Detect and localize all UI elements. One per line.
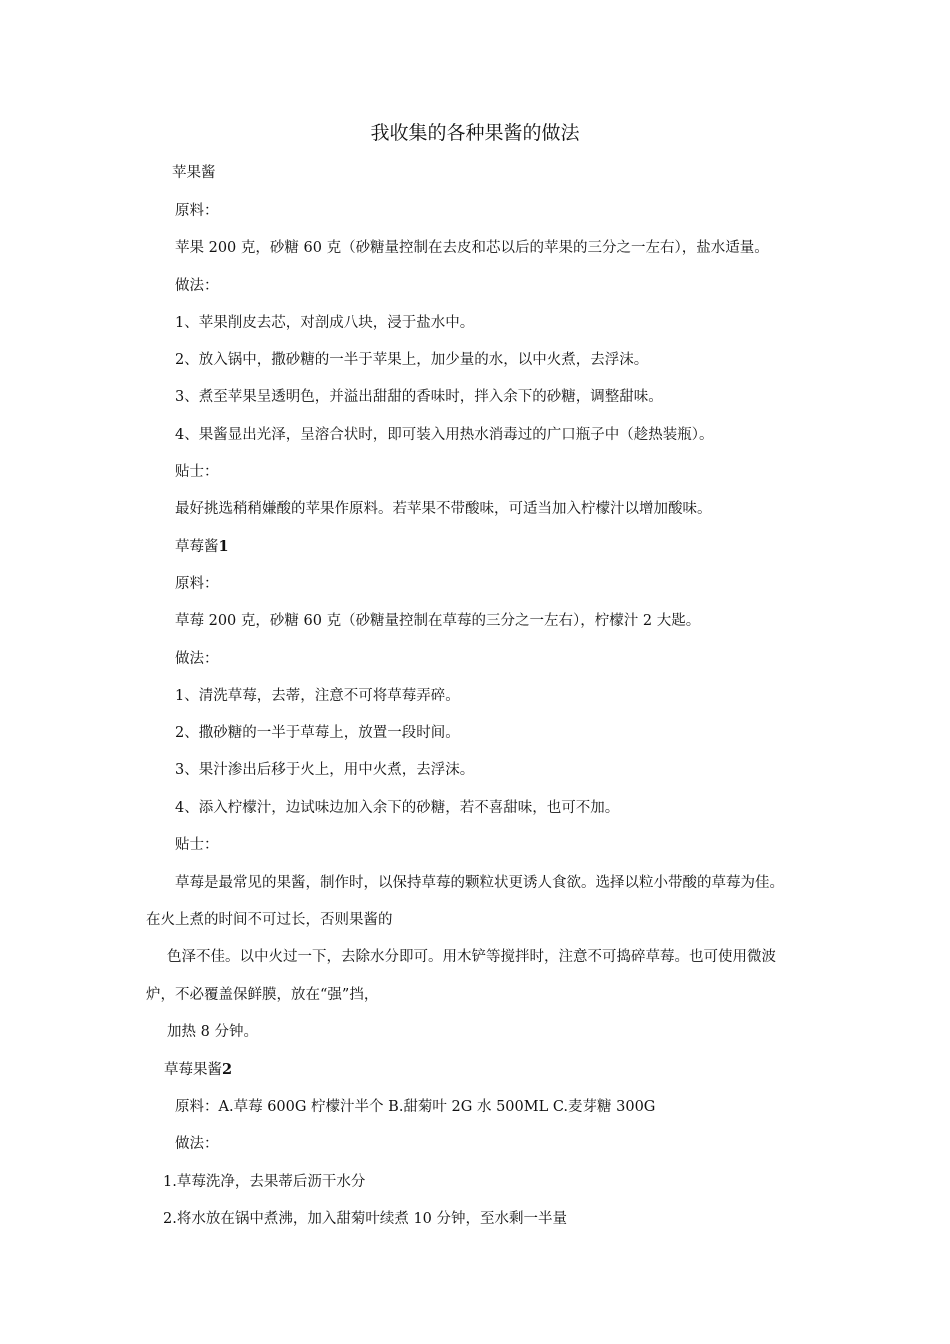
apple-step: 3、煮至苹果呈透明色，并溢出甜甜的香味时，拌入余下的砂糖，调整甜味。 — [175, 389, 663, 405]
apple-step: 1、苹果削皮去芯，对剖成八块，浸于盐水中。 — [175, 315, 475, 331]
strawberry2-step: 2.将水放在锅中煮沸，加入甜菊叶续煮 10 分钟，至水剩一半量 — [163, 1211, 568, 1227]
strawberry1-tips-line: 炉，不必覆盖保鲜膜，放在“强”挡， — [146, 987, 379, 1003]
strawberry2-heading-text: 草莓果酱 — [164, 1062, 222, 1078]
apple-tips-label: 贴士： — [175, 464, 219, 480]
apple-heading: 苹果酱 — [172, 165, 216, 181]
strawberry1-step: 2、撒砂糖的一半于草莓上，放置一段时间。 — [175, 725, 460, 741]
strawberry1-step: 1、清洗草莓，去蒂，注意不可将草莓弄碎。 — [175, 688, 460, 704]
strawberry2-ingredients: 原料：A.草莓 600G 柠檬汁半个 B.甜菊叶 2G 水 500ML C.麦芽糖 300G — [175, 1099, 656, 1115]
strawberry1-tips-label: 贴士： — [175, 837, 219, 853]
strawberry1-tips-line: 加热 8 分钟。 — [167, 1024, 258, 1040]
strawberry2-step: 1.草莓洗净，去果蒂后沥干水分 — [163, 1174, 366, 1190]
apple-method-label: 做法： — [175, 278, 219, 294]
page-title: 我收集的各种果酱的做法 — [370, 122, 580, 144]
apple-tips: 最好挑选稍稍嫌酸的苹果作原料。若苹果不带酸味，可适当加入柠檬汁以增加酸味。 — [175, 501, 712, 517]
strawberry1-tips-line: 在火上煮的时间不可过长，否则果酱的 — [146, 912, 393, 928]
strawberry1-step: 3、果汁渗出后移于火上，用中火煮，去浮沫。 — [175, 762, 475, 778]
strawberry1-method-label: 做法： — [175, 651, 219, 667]
apple-ingredients: 苹果 200 克，砂糖 60 克（砂糖量控制在去皮和芯以后的苹果的三分之一左右），盐水适量。 — [175, 240, 769, 256]
strawberry1-ingredients-label: 原料： — [175, 576, 219, 592]
apple-step: 2、放入锅中，撒砂糖的一半于苹果上，加少量的水，以中火煮，去浮沫。 — [175, 352, 649, 368]
strawberry1-ingredients: 草莓 200 克，砂糖 60 克（砂糖量控制在草莓的三分之一左右），柠檬汁 2 大匙。 — [175, 613, 701, 629]
strawberry1-heading-text: 草莓酱 — [175, 539, 219, 555]
apple-step: 4、果酱显出光泽，呈溶合状时，即可装入用热水消毒过的广口瓶子中（趁热装瓶）。 — [175, 427, 714, 443]
strawberry2-heading-number: 2 — [222, 1061, 233, 1078]
strawberry1-tips-line: 草莓是最常见的果酱，制作时，以保持草莓的颗粒状更诱人食欲。选择以粒小带酸的草莓为佳。 — [175, 875, 784, 891]
strawberry1-heading — [175, 537, 229, 557]
strawberry1-tips-line: 色泽不佳。以中火过一下，去除水分即可。用木铲等搅拌时，注意不可捣碎草莓。也可使用微波 — [167, 949, 776, 965]
strawberry2-method-label: 做法： — [175, 1136, 219, 1152]
strawberry1-heading-number: 1 — [218, 538, 229, 555]
apple-ingredients-label: 原料： — [175, 203, 219, 219]
strawberry1-step: 4、添入柠檬汁，边试味边加入余下的砂糖，若不喜甜味，也可不加。 — [175, 800, 620, 816]
strawberry2-heading — [164, 1060, 232, 1080]
